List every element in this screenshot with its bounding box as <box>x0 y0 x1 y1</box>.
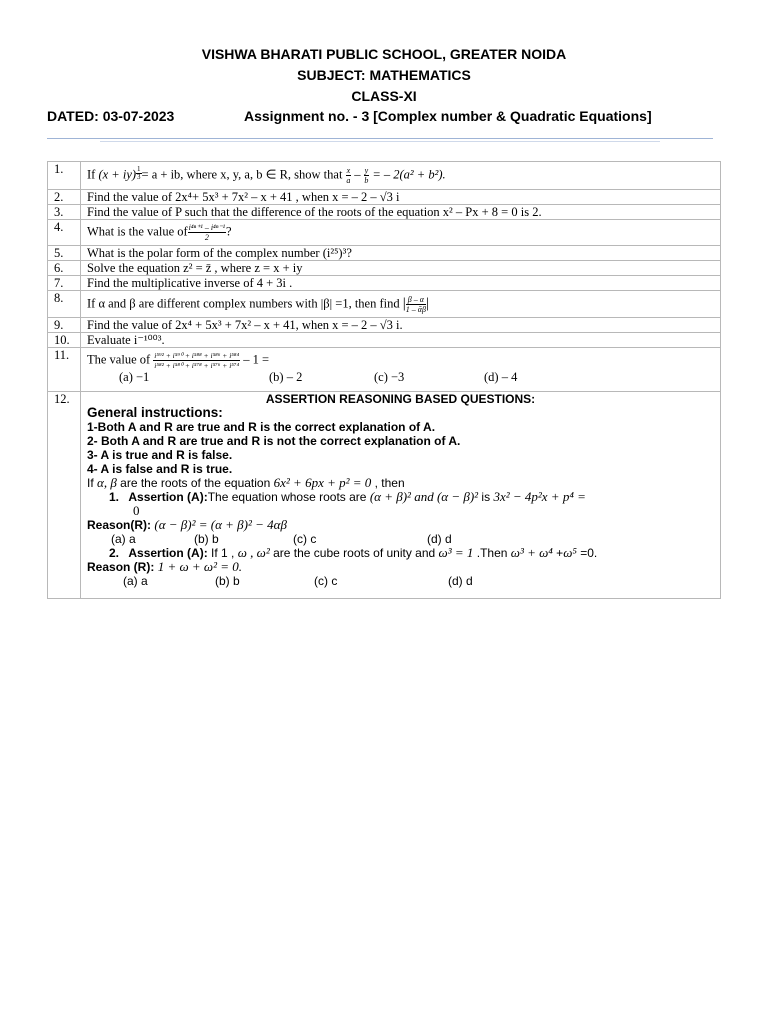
question-row <box>48 162 721 190</box>
question-text: Solve the equation z² = z̄ , where z = x + iy <box>81 261 721 276</box>
q1-exponent: $\frac{1}{3}$ <box>137 165 141 181</box>
question-number: 10. <box>48 333 81 348</box>
q4-fraction: $\frac{\text{i⁴ⁿ⁺¹ – i⁴ⁿ⁻¹}}{2}$ <box>188 223 225 242</box>
class-heading: CLASS-XI <box>351 88 417 104</box>
ar2-option-d: (d) d <box>448 574 473 588</box>
header-divider <box>47 138 713 139</box>
q11-option-b: (b) – 2 <box>269 370 303 384</box>
ar2-options <box>87 574 714 598</box>
question-number: 7. <box>48 276 81 291</box>
question-row <box>48 246 721 261</box>
question-number: 12. <box>48 392 81 599</box>
question-number: 3. <box>48 205 81 220</box>
assertion-2: 2. Assertion (A): If 1 , ω , ω² are the cube roots of unity and ω³ = 1 .Then ω³ + ω⁴ +ω⁵ =0. <box>109 545 598 560</box>
reason-1: Reason(R): (α − β)² = (α + β)² − 4αβ <box>87 517 287 532</box>
question-text <box>81 291 721 318</box>
q11-pre: The value of <box>87 352 151 367</box>
q11-option-a: (a) −1 <box>119 370 150 384</box>
question-text: Find the value of 2x⁴+ 5x³ + 7x² – x + 41 , when x = – 2 – √3 i <box>81 190 721 205</box>
question-row <box>48 190 721 205</box>
instruction-2: 2- Both A and R are true and R is not the correct explanation of A. <box>87 434 461 448</box>
question-row <box>48 261 721 276</box>
q11-post: – 1 = <box>243 352 270 367</box>
q8-fraction: $\frac{\beta - \alpha}{\text{1 – ᾱβ}}$ <box>405 294 426 314</box>
ar1-option-c: (c) c <box>293 532 317 546</box>
question-text: Evaluate i⁻¹⁰⁰³. <box>81 333 721 348</box>
question-number: 1. <box>48 162 81 190</box>
question-text: Find the multiplicative inverse of 4 + 3i . <box>81 276 721 291</box>
header-divider-shadow <box>100 141 660 142</box>
subject-heading: SUBJECT: MATHEMATICS <box>297 67 471 83</box>
q4-pre: What is the value of <box>87 224 188 239</box>
question-text: What is the polar form of the complex number (i²⁵)³? <box>81 246 721 261</box>
question-text <box>81 348 721 392</box>
ar1-option-b: (b) b <box>194 532 219 546</box>
date-label: DATED: 03-07-2023 <box>47 108 175 124</box>
q8-pre: If α and β are different complex numbers with |β| =1, then find <box>87 295 400 310</box>
question-row <box>48 205 721 220</box>
general-instructions: General instructions: <box>87 405 223 420</box>
q1-minus: – <box>354 167 361 182</box>
question-row <box>48 392 721 599</box>
ar2-option-a: (a) a <box>123 574 148 588</box>
instruction-4: 4- A is false and R is true. <box>87 462 233 476</box>
ar2-option-b: (b) b <box>215 574 240 588</box>
q8-abs-right: | <box>425 294 429 311</box>
reason-2: Reason (R): 1 + ω + ω² = 0. <box>87 559 243 574</box>
q8-abs-left: | <box>402 294 406 311</box>
question-number: 8. <box>48 291 81 318</box>
question-text: Find the value of P such that the difference of the roots of the equation x² – Px + 8 = 0 is 2. <box>81 205 721 220</box>
q11-option-d: (d) – 4 <box>484 370 518 384</box>
school-name: VISHWA BHARATI PUBLIC SCHOOL, GREATER NOIDA <box>201 46 567 62</box>
ar1-option-d: (d) d <box>427 532 452 546</box>
question-text <box>81 162 721 190</box>
q1-rhs: = – 2(a² + b²). <box>372 167 446 182</box>
assertion-reasoning-section <box>81 392 721 599</box>
q1-frac-x: $\frac{x}{a}$ <box>346 166 351 185</box>
question-number: 2. <box>48 190 81 205</box>
question-row <box>48 291 721 318</box>
q11-options <box>87 370 714 384</box>
question-row <box>48 276 721 291</box>
question-row <box>48 220 721 246</box>
ar1-options <box>87 532 714 546</box>
ar2-option-c: (c) c <box>314 574 338 588</box>
question-text: Find the value of 2x⁴ + 5x³ + 7x² – x + 41, when x = – 2 – √3 i. <box>81 318 721 333</box>
q1-frac-y: $\frac{y}{b}$ <box>364 166 369 185</box>
question-number: 4. <box>48 220 81 246</box>
instruction-1: 1-Both A and R are true and R is the correct explanation of A. <box>87 420 436 434</box>
question-number: 11. <box>48 348 81 392</box>
q1-pre: If <box>87 167 96 182</box>
ar-stem: If α, β are the roots of the equation 6x² + 6px + p² = 0 , then <box>87 475 405 490</box>
q11-fraction: $\frac{\text{i⁵⁹² + i⁵⁹⁰ + i⁵⁸⁸ + i⁵⁸⁶ + i⁵⁸⁴}}{\text{i⁵⁸² + i⁵⁸⁰ + i⁵⁷⁸ + i⁵⁷⁶ + i⁵⁷⁴}}$ <box>154 351 240 370</box>
question-row <box>48 333 721 348</box>
ar-title: ASSERTION REASONING BASED QUESTIONS: <box>265 392 536 406</box>
assertion-1-eq-tail: 0 <box>133 503 140 518</box>
q4-post: ? <box>225 224 232 239</box>
q11-option-c: (c) −3 <box>374 370 405 384</box>
question-row <box>48 318 721 333</box>
question-row <box>48 348 721 392</box>
questions-table <box>47 161 721 599</box>
assertion-1: 1. Assertion (A):The equation whose roots are (α + β)² and (α − β)² is 3x² − 4p²x + p⁴ = <box>109 489 586 504</box>
question-number: 5. <box>48 246 81 261</box>
q1-mid: = a + ib, where x, y, a, b ∈ R, show that <box>141 167 343 182</box>
question-number: 6. <box>48 261 81 276</box>
assignment-title: Assignment no. - 3 [Complex number & Quadratic Equations] <box>244 108 652 124</box>
question-text <box>81 220 721 246</box>
instruction-3: 3- A is true and R is false. <box>87 448 233 462</box>
ar1-option-a: (a) a <box>111 532 136 546</box>
q1-lhs: (x + iy) <box>98 167 137 182</box>
question-number: 9. <box>48 318 81 333</box>
